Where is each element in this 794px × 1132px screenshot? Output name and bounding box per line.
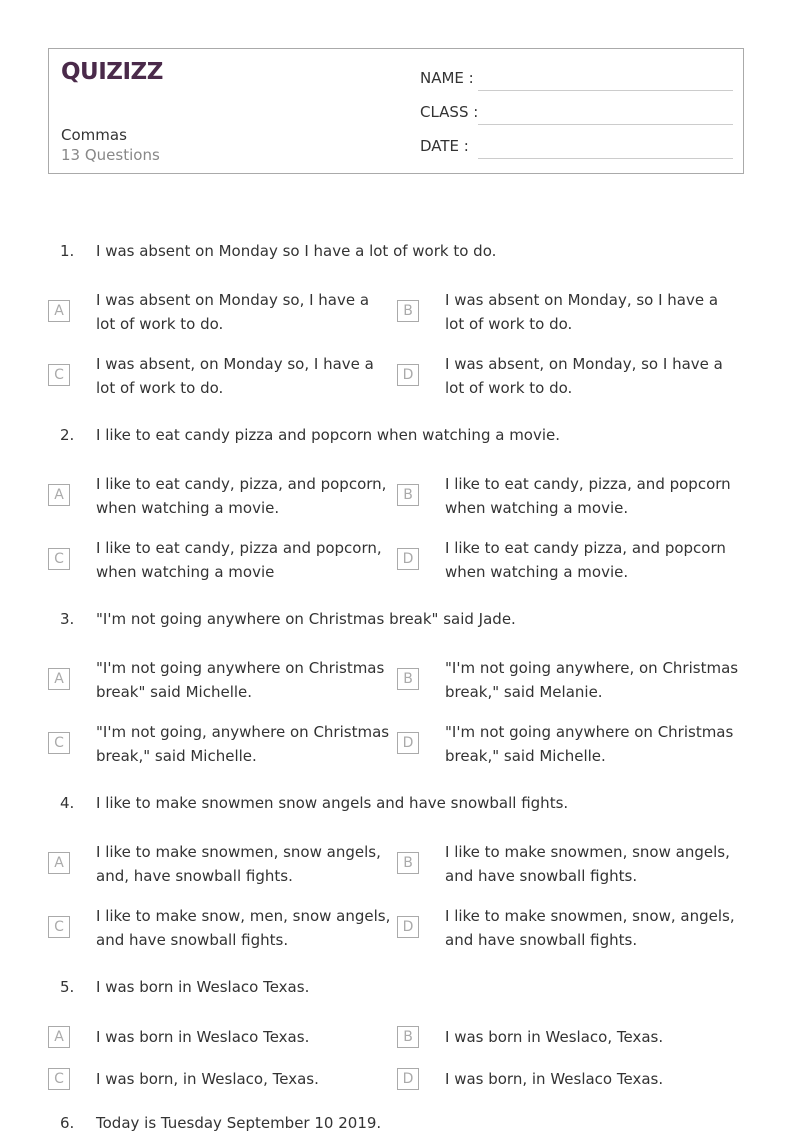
quiz-title: Commas	[61, 126, 127, 144]
option-c-text: I like to make snow, men, snow angels, and have snowball fights.	[96, 907, 391, 949]
option-a-box[interactable]: A	[48, 668, 70, 690]
option-c-box[interactable]: C	[48, 732, 70, 754]
worksheet-header	[48, 48, 744, 174]
date-line[interactable]	[478, 158, 733, 159]
question-number: 5.	[60, 978, 75, 996]
option-b-text: I was absent on Monday, so I have a lot of work to do.	[445, 291, 719, 333]
option-b-box[interactable]: B	[397, 852, 419, 874]
question-text: I like to eat candy pizza and popcorn when watching a movie.	[96, 426, 561, 444]
class-line[interactable]	[478, 124, 733, 125]
question-text: I was absent on Monday so I have a lot of work to do.	[96, 242, 497, 260]
option-c-box[interactable]: C	[48, 916, 70, 938]
option-c-text: I like to eat candy, pizza and popcorn, when watching a movie	[96, 539, 382, 581]
option-d-box[interactable]: D	[397, 364, 419, 386]
name-line[interactable]	[478, 90, 733, 91]
question-number: 3.	[60, 610, 75, 628]
option-b-text: I like to eat candy, pizza, and popcorn when watching a movie.	[445, 475, 731, 517]
option-a-box[interactable]: A	[48, 300, 70, 322]
option-c-box[interactable]: C	[48, 1068, 70, 1090]
question-text: Today is Tuesday September 10 2019.	[96, 1114, 382, 1132]
question-text: I like to make snowmen snow angels and have snowball fights.	[96, 794, 569, 812]
option-d-box[interactable]: D	[397, 548, 419, 570]
option-a-box[interactable]: A	[48, 484, 70, 506]
question-number: 4.	[60, 794, 75, 812]
option-c-text: I was absent, on Monday so, I have a lot of work to do.	[96, 355, 374, 397]
option-a-text: I was born in Weslaco Texas.	[96, 1028, 310, 1046]
option-d-box[interactable]: D	[397, 1068, 419, 1090]
option-b-text: "I'm not going anywhere, on Christmas break," said Melanie.	[445, 659, 739, 701]
option-d-text: "I'm not going anywhere on Christmas break," said Michelle.	[445, 723, 734, 765]
option-a-box[interactable]: A	[48, 1026, 70, 1048]
option-c-text: "I'm not going, anywhere on Christmas break," said Michelle.	[96, 723, 390, 765]
question-number: 6.	[60, 1114, 75, 1132]
option-a-text: I like to make snowmen, snow angels, and, have snowball fights.	[96, 843, 381, 885]
question-text: I was born in Weslaco Texas.	[96, 978, 310, 996]
option-d-box[interactable]: D	[397, 732, 419, 754]
option-d-text: I was born, in Weslaco Texas.	[445, 1070, 664, 1088]
option-b-box[interactable]: B	[397, 300, 419, 322]
option-b-text: I like to make snowmen, snow angels, and have snowball fights.	[445, 843, 730, 885]
question-number: 2.	[60, 426, 75, 444]
option-c-box[interactable]: C	[48, 548, 70, 570]
option-b-text: I was born in Weslaco, Texas.	[445, 1028, 664, 1046]
option-d-text: I like to eat candy pizza, and popcorn when watching a movie.	[445, 539, 726, 581]
class-label: CLASS :	[420, 103, 479, 121]
name-label: NAME :	[420, 69, 474, 87]
question-count: 13 Questions	[61, 146, 160, 164]
option-b-box[interactable]: B	[397, 1026, 419, 1048]
option-a-text: I was absent on Monday so, I have a lot of work to do.	[96, 291, 370, 333]
option-d-text: I like to make snowmen, snow, angels, and have snowball fights.	[445, 907, 735, 949]
option-a-text: "I'm not going anywhere on Christmas break" said Michelle.	[96, 659, 385, 701]
date-label: DATE :	[420, 137, 469, 155]
question-text: "I'm not going anywhere on Christmas break" said Jade.	[96, 610, 516, 628]
option-d-text: I was absent, on Monday, so I have a lot of work to do.	[445, 355, 723, 397]
option-c-text: I was born, in Weslaco, Texas.	[96, 1070, 319, 1088]
quizizz-logo: QUIZIZZ	[61, 59, 163, 85]
option-d-box[interactable]: D	[397, 916, 419, 938]
option-a-box[interactable]: A	[48, 852, 70, 874]
question-number: 1.	[60, 242, 75, 260]
option-c-box[interactable]: C	[48, 364, 70, 386]
option-b-box[interactable]: B	[397, 484, 419, 506]
option-b-box[interactable]: B	[397, 668, 419, 690]
option-a-text: I like to eat candy, pizza, and popcorn, when watching a movie.	[96, 475, 387, 517]
